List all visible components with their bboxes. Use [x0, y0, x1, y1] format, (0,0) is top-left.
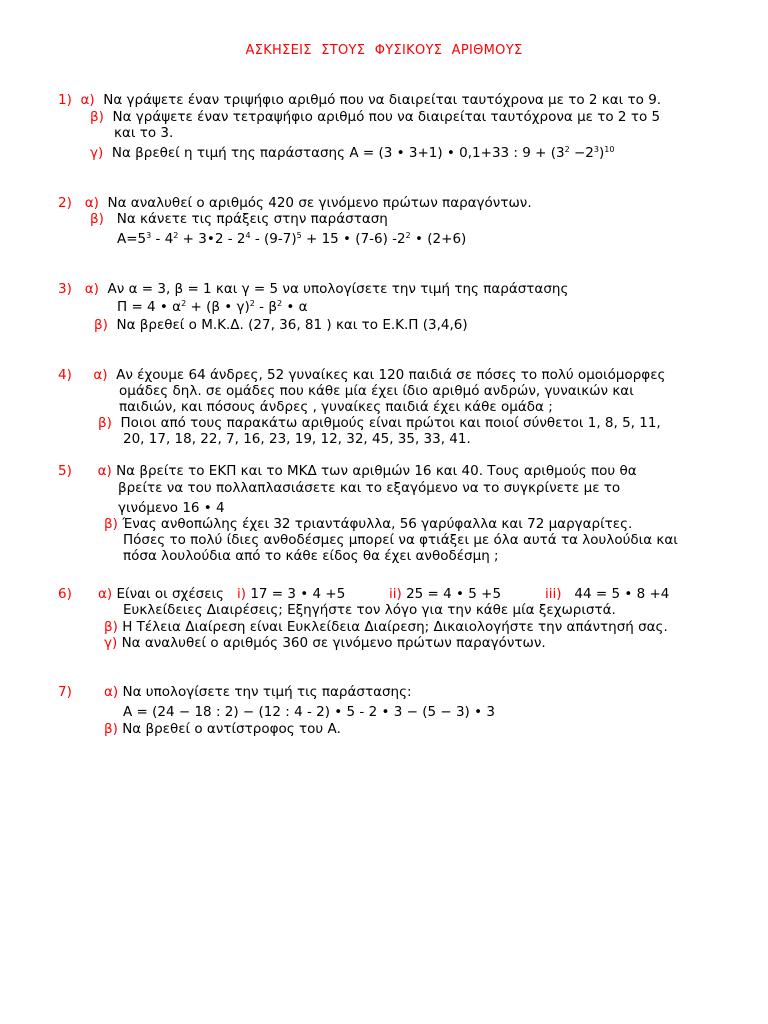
exercise-text: Να βρείτε το ΕΚΠ και το ΜΚΔ των αριθμών 16 και 40. Τους αριθμούς που θα — [116, 463, 637, 479]
formula-text: 17 = 3 • 4 +5 — [250, 586, 346, 602]
part-label: α) — [93, 367, 108, 383]
exponent: 2 — [181, 299, 187, 308]
formula-text: + 15 • (7-6) -2 — [301, 231, 406, 247]
exercise-5-part-a — [58, 463, 637, 480]
exponent: 3 — [146, 231, 152, 240]
exercise-number: 7) — [58, 684, 72, 700]
formula-text: + 3•2 - 2 — [178, 231, 246, 247]
exercise-text: Αν έχουμε 64 άνδρες, 52 γυναίκες και 120 παιδιά σε πόσες το πολύ ομοιόμορφες — [116, 367, 666, 383]
roman-label: ii) — [389, 586, 402, 602]
formula-text: - 4 — [151, 231, 174, 247]
formula-text: Α=5 — [117, 231, 147, 247]
part-label: β) — [90, 211, 104, 227]
formula-text: • (2+6) — [410, 231, 467, 247]
exercise-7-part-a — [58, 684, 72, 701]
exercise-text-continuation: Ευκλείδειες Διαιρέσεις; Εξηγήστε τον λόγο για την κάθε μία ξεχωριστά. — [123, 602, 616, 618]
exponent: 2 — [564, 145, 570, 154]
exercise-text: Να γράψετε έναν τετραψήφιο αριθμό που να διαιρείται ταυτόχρονα με το 2 το 5 — [112, 109, 661, 125]
exercise-text-continuation: παιδιών, και πόσους άνδρες , γυναίκες παιδιά έχει κάθε ομάδα ; — [119, 399, 553, 415]
exercise-4-part-b — [98, 415, 661, 432]
formula-text: - (9-7) — [250, 231, 297, 247]
exponent: 2 — [276, 299, 283, 308]
part-label: α) — [97, 463, 112, 479]
exercise-text-continuation: και το 3. — [114, 125, 174, 141]
formula-text: - β — [254, 299, 277, 315]
exercise-1-part-b — [90, 109, 660, 126]
exercise-6-part-b — [104, 619, 668, 636]
exercise-3-part-b — [94, 317, 468, 334]
exercise-number: 2) — [58, 195, 72, 211]
exercise-text: Να βρεθεί ο Μ.Κ.Δ. (27, 36, 81 ) και το Ε.Κ.Π (3,4,6) — [116, 317, 468, 333]
exponent: 4 — [245, 231, 251, 240]
part-label: α) — [80, 92, 95, 108]
exercise-1-part-a — [58, 92, 661, 109]
exponent: 2 — [405, 231, 411, 240]
exponent: 2 — [173, 231, 179, 240]
exercise-text: Αν α = 3, β = 1 και γ = 5 να υπολογίσετε την τιμή της παράστασης — [107, 281, 569, 297]
exercise-number: 5) — [58, 463, 72, 479]
exponent: 3 — [593, 145, 599, 154]
exercise-text: Να αναλυθεί ο αριθμός 360 σε γινόμενο πρώτων παραγόντων. — [121, 635, 546, 651]
roman-label: i) — [237, 586, 247, 602]
part-label: β) — [104, 619, 118, 635]
formula-text: −2 — [569, 145, 594, 161]
exercise-7-part-a-text — [104, 684, 412, 701]
exercise-text-continuation: γινόμενο 16 • 4 — [118, 500, 225, 516]
exercise-1-part-c — [90, 145, 614, 162]
exercise-text: Να υπολογίσετε την τιμή τις παράστασης: — [122, 684, 412, 700]
relation-i — [237, 586, 345, 603]
roman-label: iii) — [545, 586, 562, 602]
exercise-text-continuation: πόσα λουλούδια από το κάθε είδος θα έχει ανθοδέσμη ; — [123, 548, 499, 564]
formula-text: + (β • γ) — [186, 299, 250, 315]
exercise-2-part-b — [90, 211, 388, 228]
exercise-text: Να κάνετε τις πράξεις στην παράσταση — [116, 211, 388, 227]
exercise-text: Είναι οι σχέσεις — [116, 586, 224, 602]
part-label: β) — [104, 516, 118, 532]
exercise-number: 6) — [58, 586, 72, 602]
exercise-3-formula — [117, 299, 307, 316]
exercise-text-continuation: ομάδες δηλ. σε ομάδες που κάθε μία έχει ίδιο αριθμό ανδρών, γυναικών και — [119, 383, 634, 399]
exercise-7-part-b — [104, 721, 341, 738]
formula-text: ) — [598, 145, 605, 161]
exercise-2-formula — [117, 231, 466, 248]
part-label: β) — [104, 721, 118, 737]
exercise-6-part-c — [104, 635, 546, 652]
exponent: 10 — [604, 145, 615, 154]
exercise-number: 1) — [58, 92, 72, 108]
exercise-2-part-a — [58, 195, 532, 212]
relation-iii — [545, 586, 669, 603]
exercise-number: 4) — [58, 367, 72, 383]
exercise-6-part-a — [58, 586, 72, 603]
part-label: α) — [104, 684, 119, 700]
exercise-text: Να γράψετε έναν τριψήφιο αριθμό που να διαιρείται ταυτόχρονα με το 2 και το 9. — [103, 92, 662, 108]
relation-ii — [389, 586, 501, 603]
part-label: β) — [94, 317, 108, 333]
page-title: ΑΣΚΗΣΕΙΣ ΣΤΟΥΣ ΦΥΣΙΚΟΥΣ ΑΡΙΘΜΟΥΣ — [245, 43, 523, 58]
formula-text: 44 = 5 • 8 +4 — [574, 586, 670, 602]
part-label: β) — [98, 415, 112, 431]
formula-text: Να βρεθεί η τιμή της παράστασης Α = (3 • 3+1) • 0,1+33 : 9 + (3 — [111, 145, 565, 161]
exponent: 2 — [249, 299, 255, 308]
exercise-text: Ένας ανθοπώλης έχει 32 τριαντάφυλλα, 56 γαρύφαλλα και 72 μαργαρίτες. — [122, 516, 633, 532]
exercise-4-part-a — [58, 367, 665, 384]
exercise-text: Η Τέλεια Διαίρεση είναι Ευκλείδεια Διαίρεση; Δικαιολογήστε την απάντησή σας. — [122, 619, 668, 635]
exercise-number: 3) — [58, 281, 72, 297]
part-label: γ) — [104, 635, 118, 651]
formula-text: • α — [282, 299, 308, 315]
exercise-text-continuation: 20, 17, 18, 22, 7, 16, 23, 19, 12, 32, 45, 35, 33, 41. — [123, 431, 471, 447]
exercise-3-part-a — [58, 281, 568, 298]
exercise-7-formula: Α = (24 − 18 : 2) − (12 : 4 - 2) • 5 - 2 • 3 − (5 − 3) • 3 — [123, 704, 495, 720]
formula-text: 25 = 4 • 5 +5 — [406, 586, 502, 602]
part-label: α) — [84, 281, 99, 297]
exponent: 5 — [296, 231, 302, 240]
exercise-5-part-b — [104, 516, 632, 533]
formula-text: Π = 4 • α — [117, 299, 182, 315]
exercise-text: Να βρεθεί ο αντίστροφος του Α. — [122, 721, 341, 737]
part-label: β) — [90, 109, 104, 125]
part-label: α) — [84, 195, 99, 211]
exercise-text: Ποιοι από τους παρακάτω αριθμούς είναι πρώτοι και ποιοί σύνθετοι 1, 8, 5, 11, — [120, 415, 661, 431]
exercise-6-part-a-text — [98, 586, 224, 603]
exercise-text: Να αναλυθεί ο αριθμός 420 σε γινόμενο πρώτων παραγόντων. — [107, 195, 532, 211]
exercise-text-continuation: βρείτε να του πολλαπλασιάσετε και το εξαγόμενο να το συγκρίνετε με το — [118, 480, 621, 496]
exercise-text-continuation: Πόσες το πολύ ίδιες ανθοδέσμες μπορεί να φτιάξει με όλα αυτά τα λουλούδια και — [123, 532, 678, 548]
part-label: α) — [98, 586, 113, 602]
part-label: γ) — [90, 145, 104, 161]
